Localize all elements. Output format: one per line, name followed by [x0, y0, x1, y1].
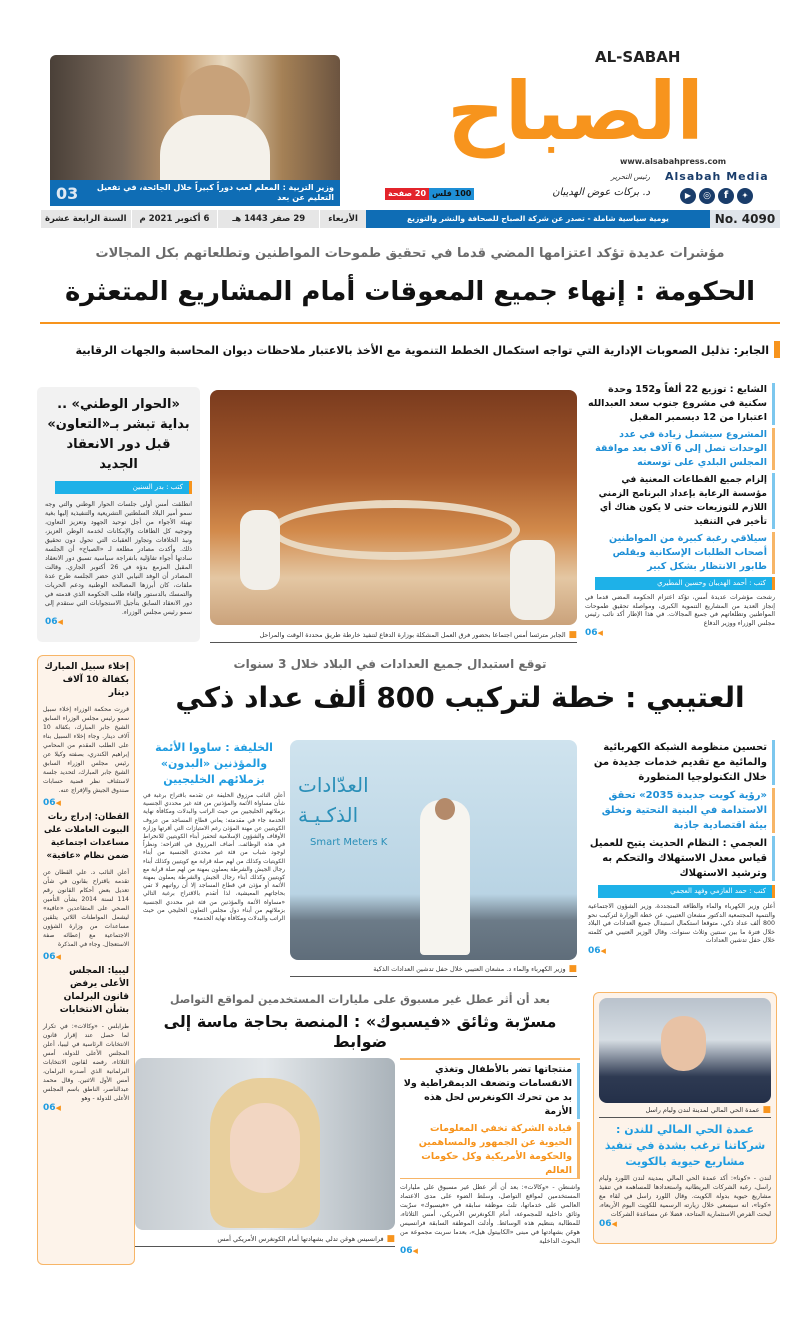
- london-page-ref[interactable]: 06 ◀: [599, 1219, 771, 1229]
- facebook-kicker: بعد أن أثر عطل غير مسبوق على مليارات المستخدمين لمواقع التواصل: [169, 993, 551, 1006]
- website[interactable]: www.alsabahpress.com: [620, 157, 727, 166]
- lead-deck: إلزام جميع القطاعات المعنية في مؤسسة الرعاية بإعداد البرنامج الزمني اللازم للتوزيعات حتى لا يكون هناك أي تأخير في التنفيذ: [585, 473, 775, 529]
- photo-sign-arabic: العدّادات الذكـيـة: [298, 773, 369, 827]
- twitter-icon[interactable]: ✦: [737, 188, 753, 204]
- lead-decks: [585, 383, 775, 638]
- lead-photo-caption: ■ الجابر مترئسا أمس اجتماعا بحضور فرق العمل المشكلة بوزارة الدفاع لتنفيذ خارطة طريق محددة الوقت والمراحل: [210, 630, 577, 643]
- meters-photo-caption: ■ وزير الكهرباء والماء د. مشعان العتيبي خلال حفل تدشين العدادات الذكية: [290, 964, 577, 977]
- top-story-text: وزير التربية : المعلم لعب دوراً كبيراً خلال الجائحة، في تفعيل التعليم عن بعد: [96, 183, 334, 202]
- meters-side-headline[interactable]: الخليفة : ساووا الأئمة والمؤذنين «البدون» بزملائهم الخليجيين: [155, 741, 273, 786]
- meters-byline: كتب : حمد العازمي وفهد العجمي: [598, 885, 775, 898]
- price: 100 فلس: [429, 188, 474, 200]
- date-bar: [40, 210, 780, 228]
- hijri-date: 29 صفر 1443 هـ: [218, 210, 320, 228]
- price-box: [385, 188, 474, 200]
- issue-number: No. 4090: [710, 210, 780, 228]
- dialogue-box: [37, 387, 200, 642]
- gregorian-date: 6 أكتوبر 2021 م: [132, 210, 219, 228]
- meters-kicker: توقع استبدال جميع العدادات في البلاد خلال 3 سنوات: [233, 657, 547, 671]
- facebook-headline: مسرّبة وثائق «فيسبوك» : المنصة بحاجة ماسة إلى ضوابط: [163, 1012, 557, 1051]
- lead-subhead: [40, 341, 780, 358]
- photo-sign-english: Smart Meters K: [310, 837, 388, 848]
- brand-latin: AL-SABAH: [595, 48, 681, 66]
- social-icons: [680, 188, 753, 204]
- lead-subhead-text: الجابر: تذليل الصعوبات الإدارية التي تواجه استكمال الخطط التنموية مع الأخذ بالاعتبار ملاحظات ديوان المحاسبة والجهات الرقابية: [75, 344, 769, 357]
- dialogue-byline: كتب : بدر السنين: [55, 481, 192, 494]
- meters-deck: العجمي : النظام الحديث يتيح للعميل قياس معدل الاستهلاك والتحكم به وترشيد الاستهلاك: [588, 836, 775, 881]
- lead-byline: كتب : أحمد الهديبان وحسين المطيري: [595, 577, 775, 590]
- lead-deck: الشايع : توزيع 22 ألفاً و152 وحدة سكنية في مشروع جنوب سعد العبدالله اعتبارا من 12 ديسمبر المقبل: [585, 383, 775, 425]
- meters-photo: [290, 740, 577, 960]
- news-sidebar: [37, 655, 135, 1265]
- facebook-deck: قيادة الشركة تخفي المعلومات الحيوية عن الجمهور والمساهمين والحكومة الأمريكية وكل حكومات العالم: [400, 1122, 580, 1179]
- sidebar-headline[interactable]: القطان: إدراج ربات البيوت العاملات على مساعدات اجتماعية ضمن نظام «عافية»: [43, 812, 129, 861]
- lead-headline: الحكومة : إنهاء جميع المعوقات أمام المشاريع المتعثرة: [64, 277, 756, 307]
- dialogue-page-ref[interactable]: 06 ◀: [45, 617, 192, 627]
- lead-kicker: مؤشرات عديدة تؤكد اعتزامها المضي قدما في تحقيق طموحات المواطنين وتطلعاتهم بكل المجالات: [95, 246, 725, 261]
- editor-name: د. بركات عوض الهديبان: [552, 187, 650, 198]
- meters-decks: [588, 740, 775, 956]
- london-box: [593, 992, 777, 1244]
- meters-body: أعلن وزير الكهرباء والماء والطاقة المتجددة، وزير الشؤون الاجتماعية والتنمية المجتمعية الدكتور مشعان العتيبي، عن خطة الوزارة لتركيب نحو 800 ألف عداد ذكي، متوقعا استكمال استبدال جميع العدادات في البلاد خلال فترة ما بين سنتين وثلاث سنوات. وقال الوزير العتيبي في كلمته خلال حفل تدشين العدادات: [588, 903, 775, 944]
- facebook-photo: [135, 1058, 395, 1230]
- year: السنة الرابعة عشرة: [40, 210, 132, 228]
- facebook-body: واشنطن - «وكالات»: بعد أن أثر عطل غير مسبوق على مليارات المستخدمين لمواقع التواصل، وسلط الضوء على مدى الاعتماد العالمي على خدماتها، تلت موظفة سابقة في «فيسبوك» سرّبت وثائق داخلية للمجموعة، أمام الكونغرس الأمريكي، أمس الثلاثاء، للمطالبة بتنظيم هذه الوسائط. وأدلت الموظفة السابقة فرانسيس هوغن بشهادتها في مبنى «الكابيتول هيل»، بعدما سربت مجموعة من البحوث الداخلية: [400, 1184, 580, 1245]
- brand-arabic: الصباح: [447, 65, 704, 158]
- sidebar-page-ref[interactable]: 06 ◀: [43, 952, 129, 962]
- lead-deck: المشروع سيشمل زيادة في عدد الوحدات تصل إلى 6 آلاف بعد موافقة المجلس البلدي على توسعته: [585, 428, 775, 470]
- london-photo-caption: ■ عمدة الحي المالي لمدينة لندن وليام راسل: [599, 1105, 771, 1118]
- sidebar-headline[interactable]: ليبيا: المجلس الأعلى يرفض قانون البرلمان بشأن الانتخابات: [59, 966, 129, 1015]
- brand-logo: [368, 65, 783, 158]
- sidebar-body: طرابلس - «وكالات»: في تكرار لما حصل عند إقرار قانون الانتخابات الرئاسية في ليبيا، أعلن المجلس الأعلى للدولة، أمس الثلاثاء، رفضه لقانون الانتخابات البرلمانية الذي أصدره البرلمان، أمس الأول الاثنين. وقال محمد عبدالناصر، الناطق باسم المجلس الأعلى للدولة - وهو: [43, 1023, 129, 1102]
- meters-deck: «رؤية كويت جديدة 2035» تحقق الاستدامة في البنية التحتية وتخلق بيئة اقتصادية جاذبة: [588, 788, 775, 833]
- dialogue-body: انطلقت أمس أولى جلسات الحوار الوطني والتي وجه سمو أمير البلاد السلطتين التشريعية والتنفيذية إليها بغية تهيئة الأجواء من أجل توحيد الجهود وتعزيز التعاون، وتوجيه كل الطاقات والإمكانات لخدمة الوطن العزيز، ونبذ الخلافات وتجاوز العقبات التي تحول دون تحقيق ذلك. وأكدت مصادر مطلعة لـ «الصباح» أن الجلسة سادتها أجواء تفاؤلية بانفراجة سياسية تسبق دور الانعقاد المقبل المزمع بدؤه في 26 أكتوبر الجاري. وقالت المصادر أن الوفد النيابي الذي حضر الجلسة طرح عدة ملفات، كان أبرزها المصالحة الوطنية ودعم الحريات والتمسك بالدستور وإلغاء طلب الحكومة الذي قدمته في دور الانعقاد السابق بتأجيل الاستجوابات التي ستقدم إلى سمو رئيس مجلس الوزراء.: [45, 501, 192, 616]
- top-story-page: 03: [56, 183, 79, 203]
- lead-page-ref[interactable]: 06 ◀: [585, 628, 775, 638]
- meters-page-ref[interactable]: 06 ◀: [588, 946, 775, 956]
- instagram-icon[interactable]: ◎: [699, 188, 715, 204]
- london-photo: [599, 998, 771, 1103]
- weekday: الأربعاء: [328, 214, 358, 224]
- lead-photo: [210, 390, 577, 625]
- sidebar-page-ref[interactable]: 06 ◀: [43, 1103, 129, 1113]
- london-headline[interactable]: عمدة الحي المالي للندن : شركاتنا ترغب بشدة في تنفيذ مشاريع حيوية بالكويت: [604, 1123, 766, 1168]
- meters-side-story: [143, 740, 285, 923]
- meters-side-body: أعلن النائب مرزوق الخليفة عن تقدمه باقتراح برغبة في شأن مساواة الأئمة والمؤذنين من فئة غير محددي الجنسية بزملائهم الخليجيين من حيث الراتب والبدلات ومكافأة نهاية الخدمة جاء في مقدمته: يعاني قطاع المساجد من عزوف الكويتيين عن مهنة المؤذن رغم الامتيازات التي أقرتها وزارة الأوقاف والشؤون الإسلامية لتحفيز أبناء الكويتيين للانخراط في هذه الوظائف. أضاف المرزوق في اقتراحه: ونظراً لوجود شباب من فئة غير محددي الجنسية من أبناء الكويتيات وكذلك من لهم صلة قرابة مع كويتيين وكذلك أبناء رجال الجيش والشرطة يعملون بمهنة من لهم صلة قرابة مع كويتيين وكذلك أبناء رجال الجيش والشرطة يعملون بمهنة الأئمة أو مؤذن في قطاع المساجد إلا أن رواتبهم لا تفي بحاجاتهم المعيشية، لذا أتقدم بالاقتراح برغبة التالي «مساواة الأئمة والمؤذنين من فئة غير محددي الجنسية بزملائهم من أبناء دول مجلس التعاون الخليجي من حيث الراتب والبدلات ومكافأة نهاية الخدمة»: [143, 793, 285, 923]
- sidebar-body: أعلن النائب د. علي القطان عن تقدمه باقتراح بقانون في شأن تعديل بعض أحكام القانون رقم 114 لسنة 2014 بشأن التأمين الصحي على المتقاعدين «عافية» ليشمل المواطنات اللاتي يتلقين مساعدات من وزارة الشؤون الاجتماعية مع إعطائه صفة الاستعجال. وجاء في المذكرة: [43, 869, 129, 948]
- lead-deck: سيلاقي رغبة كبيرة من المواطنين أصحاب الطلبات الإسكانية ويقلص طابور الانتظار بشكل كبير: [585, 532, 775, 574]
- tagline: يومية سياسية شاملة - تصدر عن شركة الصباح للصحافة والنشر والتوزيع: [366, 210, 710, 228]
- pages-count: 20 صفحة: [385, 188, 429, 200]
- facebook-photo-caption: ■ فرانسيس هوغن تدلي بشهادتها أمام الكونغرس الأمريكي أمس: [135, 1234, 395, 1247]
- sidebar-body: قررت محكمة الوزراء إخلاء سبيل سمو رئيس مجلس الوزراء السابق الشيخ جابر المبارك، بكفالة 10 آلاف دينار. وجاء إخلاء السبيل بناء على الطلب المقدم من المحامي إبراهيم الكندري، بصفته وكيلا عن رئيس مجلس الوزراء السابق الشيخ جابر المبارك، لتحديد جلسة لاستئناف نظر قضية حسابات صندوق الجيش والإفراج عنه.: [43, 706, 129, 794]
- media-label: Alsabah Media: [665, 170, 769, 183]
- meters-headline: العتيبي : خطة لتركيب 800 ألف عداد ذكي: [175, 681, 745, 714]
- dialogue-headline[interactable]: «الحوار الوطني» .. بداية تبشر بـ«التعاون» قبل دور الانعقاد الجديد: [47, 397, 190, 472]
- editor-title: رئيس التحرير: [611, 173, 650, 181]
- masthead-photo: [50, 55, 340, 180]
- sidebar-headline[interactable]: إخلاء سبيل المبارك بكفالة 10 آلاف دينار: [44, 662, 129, 698]
- meters-deck: تحسين منظومة الشبكة الكهربائية والمائية مع تقديم خدمات جديدة من خلال التكنولوجيا المتطورة: [588, 740, 775, 785]
- facebook-deck: منتجاتها تضر بالأطفال وتغذي الانقسامات وتضعف الديمقراطية ولا بد من تحرك الكونغرس لحل هذه الأزمة: [400, 1063, 580, 1119]
- youtube-icon[interactable]: ▶: [680, 188, 696, 204]
- facebook-decks: [400, 1058, 580, 1256]
- lead-body: رشحت مؤشرات عديدة أمس، تؤكد اعتزام الحكومة المضي قدما في إنجاز العديد من المشاريع التنموية الكبرى، ومواصلة تحقيق طموحات المواطنين وتطلعاتهم في جميع المجالات. في هذا الإطار أكد نائب رئيس مجلس الوزراء ووزير الدفاع: [585, 594, 775, 627]
- sidebar-page-ref[interactable]: 06 ◀: [43, 798, 129, 808]
- facebook-page-ref[interactable]: 06 ◀: [400, 1246, 580, 1256]
- facebook-icon[interactable]: f: [718, 188, 734, 204]
- london-body: لندن - «كونا»: أكد عمدة الحي المالي بمدينة لندن اللورد وليام راسل، رغبة الشركات البريطانية واستعدادها للمساهمة في تنفيذ مشاريع حيوية بدولة الكويت. وقال اللورد راسل في لقاء مع «كونا»، انه سيسعى خلال زيارته الرسمية للكويت اليوم الأربعاء، لبحث الفرص الاستثمارية المتاحة، فضلا عن مساعدة الشركات: [599, 1175, 771, 1218]
- divider: [40, 322, 780, 324]
- top-story-bar[interactable]: [50, 180, 340, 206]
